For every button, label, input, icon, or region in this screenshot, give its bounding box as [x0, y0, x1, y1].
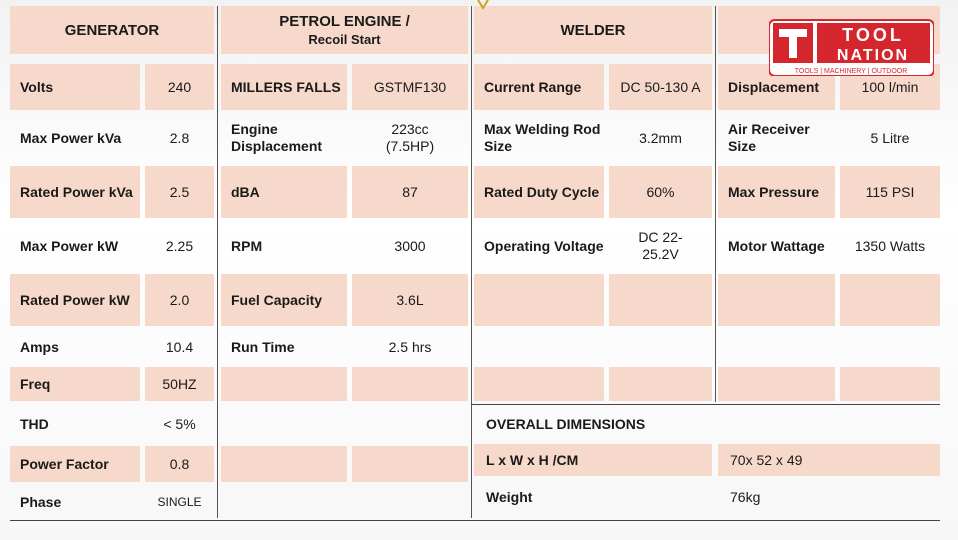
comp-label-max-pressure: Max Pressure — [718, 166, 835, 218]
petrol-label-dba: dBA — [221, 166, 347, 218]
header-welder — [474, 6, 712, 54]
divider-welder-compressor — [715, 6, 716, 402]
comp-value-motor-wattage: 1350 Watts — [854, 237, 926, 254]
divider-petrol-welder — [471, 6, 472, 518]
dimensions-title: OVERALL DIMENSIONS — [486, 415, 646, 432]
comp-empty-value-1 — [840, 274, 940, 326]
welder-value-current-range: DC 50-130 A — [609, 64, 712, 110]
header-generator — [10, 6, 214, 54]
divider-dimensions-top — [471, 404, 940, 405]
gen-value-volts: 240 — [145, 64, 214, 110]
gen-label-max-power-kw: Max Power kW — [20, 237, 119, 254]
petrol-value-dba: 87 — [352, 166, 468, 218]
petrol-empty-value-1 — [352, 367, 468, 401]
comp-label-air-receiver: Air Receiver Size — [728, 121, 810, 154]
logo-tagline: TOOLS | MACHINERY | OUTDOOR — [794, 68, 908, 75]
header-generator-label: GENERATOR — [64, 21, 160, 39]
welder-value-rod-size: 3.2mm — [639, 129, 682, 146]
petrol-value-run-time: 2.5 hrs — [388, 338, 432, 355]
dimensions-value-lwh: 70x 52 x 49 — [718, 444, 940, 476]
welder-empty-value-2 — [609, 367, 712, 401]
welder-label-current-range: Current Range — [474, 64, 604, 110]
gen-label-rated-power-kw: Rated Power kW — [10, 274, 140, 326]
gen-value-max-power-kva: 2.8 — [169, 129, 190, 146]
petrol-label-fuel-capacity: Fuel Capacity — [221, 274, 347, 326]
petrol-value-rpm: 3000 — [394, 237, 426, 254]
dimensions-label-lwh: L x W x H /CM — [474, 444, 712, 476]
petrol-label-displacement: Engine Displacement — [231, 121, 323, 154]
gen-label-volts: Volts — [10, 64, 140, 110]
comp-label-motor-wattage: Motor Wattage — [728, 237, 825, 254]
comp-label-displacement: Displacement — [718, 64, 835, 110]
gen-label-amps: Amps — [20, 338, 59, 355]
welder-value-operating-voltage: DC 22-25.2V — [638, 229, 683, 262]
gen-label-thd: THD — [20, 415, 49, 432]
petrol-empty-label-1 — [221, 367, 347, 401]
gen-value-max-power-kw: 2.25 — [165, 237, 194, 254]
petrol-empty-value-2 — [352, 446, 468, 482]
comp-empty-label-1 — [718, 274, 835, 326]
gen-value-rated-power-kva: 2.5 — [145, 166, 214, 218]
gen-value-freq: 50HZ — [145, 367, 214, 401]
header-petrol-engine — [221, 6, 468, 54]
gen-value-amps: 10.4 — [165, 338, 194, 355]
header-welder-label: WELDER — [560, 21, 626, 39]
logo-text-line1: TOOL — [842, 25, 904, 45]
comp-empty-label-2 — [718, 367, 835, 401]
gen-label-power-factor: Power Factor — [10, 446, 140, 482]
petrol-label-rpm: RPM — [231, 237, 263, 254]
petrol-value-fuel-capacity: 3.6L — [352, 274, 468, 326]
header-petrol-title: PETROL ENGINE / — [279, 13, 410, 30]
petrol-label-brand: MILLERS FALLS — [221, 64, 347, 110]
petrol-empty-label-2 — [221, 446, 347, 482]
welder-empty-label-1 — [474, 274, 604, 326]
welder-label-operating-voltage: Operating Voltage — [484, 237, 604, 254]
clip-icon — [476, 0, 490, 10]
logo-text-line2: NATION — [836, 47, 910, 64]
gen-value-power-factor: 0.8 — [145, 446, 214, 482]
comp-empty-value-2 — [840, 367, 940, 401]
comp-value-displacement: 100 l/min — [840, 64, 940, 110]
welder-label-duty-cycle: Rated Duty Cycle — [474, 166, 604, 218]
petrol-value-displacement: 223cc (7.5HP) — [385, 121, 435, 154]
petrol-label-run-time: Run Time — [231, 338, 295, 355]
welder-empty-value-1 — [609, 274, 712, 326]
comp-value-max-pressure: 115 PSI — [840, 166, 940, 218]
gen-label-max-power-kva: Max Power kVa — [20, 129, 122, 146]
welder-label-rod-size: Max Welding Rod Size — [484, 121, 601, 154]
table-bottom-rule — [10, 520, 940, 521]
gen-label-rated-power-kva: Rated Power kVa — [10, 166, 140, 218]
gen-value-phase: SINGLE — [157, 494, 202, 509]
dimensions-label-weight: Weight — [486, 488, 533, 505]
gen-value-thd: < 5% — [163, 415, 196, 432]
gen-label-freq: Freq — [10, 367, 140, 401]
header-petrol-sub: Recoil Start — [308, 32, 381, 47]
gen-label-phase: Phase — [20, 493, 62, 510]
welder-empty-label-2 — [474, 367, 604, 401]
petrol-value-brand: GSTMF130 — [352, 64, 468, 110]
comp-value-air-receiver: 5 Litre — [870, 129, 910, 146]
divider-generator-petrol — [217, 6, 218, 518]
dimensions-value-weight: 76kg — [730, 488, 761, 505]
gen-value-rated-power-kw: 2.0 — [145, 274, 214, 326]
tool-nation-logo — [769, 18, 934, 76]
welder-value-duty-cycle: 60% — [609, 166, 712, 218]
